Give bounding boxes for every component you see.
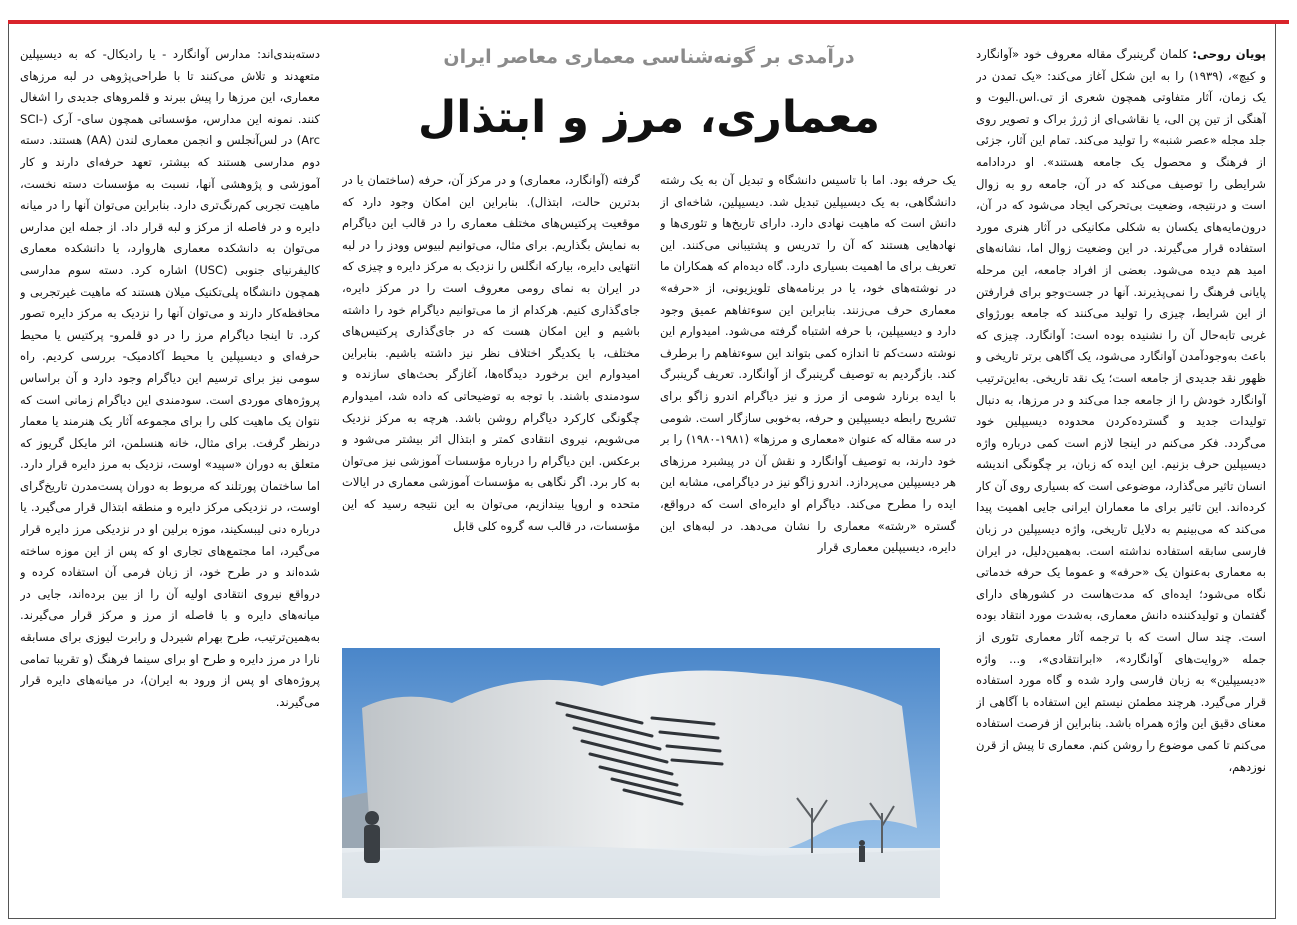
column-3-text: گرفته (آوانگارد، معماری) و در مرکز آن، حرفه (ساختمان یا در بدترین حالت، ابتذال). بنابراین این امکان وجود دارد که موقعیت پرکتیس‌های مختلف معماری را در قالب این دیاگرام به نمایش بگذاریم. برای مثال، می‌توانیم لبیوس وودز را در لبه انتهایی دایره، بیارکه انگلس را نزدیک به مرکز دایره و چیزی که در ایران به نمای رومی معروف است را در مرکز دایره، جای‌گذاری کنیم. هرکدام از ما می‌توانیم دیاگرام خود را داشته باشیم و این امکان هست که در جای‌گذاری پرکتیس‌های مختلف، با یکدیگر اختلاف نظر نیز داشته باشیم. بنابراین امیدوارم این برخورد دیدگاه‌ها، آغازگر بحث‌های سازنده و سودمندی باشند. با توجه به توضیحاتی که داده شد، امیدوارم چگونگی کارکرد دیاگرام روشن باشد. هرچه به مرکز نزدیک می‌شویم، نیروی انتقادی کمتر و ابتذال اثر بیشتر می‌شود و برعکس. این دیاگرام را درباره مؤسسات آموزشی نیز می‌توان به کار برد. اگر نگاهی به مؤسسات آموزشی معماری در ایالات متحده و اروپا بیندازیم، می‌توان به این نتیجه رسید که این مؤسسات، در قالب سه گروه کلی قابل bbox=[342, 173, 640, 533]
column-1-text: کلمان گرینبرگ مقاله معروف خود «آوانگارد و کیچ»، (۱۹۳۹) را به این شکل آغاز می‌کند: «یک تمدن در یک زمان، آثار متفاوتی همچون شعری از تی.اس.الیوت و آهنگی از تین پن الی، یا نقاشی‌ای از ژرژ براک و تصویر روی جلد مجله «عصر شنبه» را تولید می‌کند. تمام این آثار، جزئی از فرهنگ و محصول یک جامعه هستند». او دردادامه شرایطی را توصیف می‌کند که در آن، جامعه رو به زوال است و درنتیجه، وضعیت بی‌تحرکی ایجاد می‌شود که در آن، درون‌مایه‌های یکسان به شکلی مکانیکی در آثار هنری مورد استفاده قرار می‌گیرند. در این وضعیت زوال اما، نشانه‌های امید هم دیده می‌شود. بعضی از افراد جامعه، این مرحله پایانی فرهنگ را نمی‌پذیرند. آنها در جست‌وجو برای فرارفتن از این شرایط، چیزی را تولید می‌کنند که جامعه بورژوای غربی تابه‌حال آن را نشنیده بوده است: آوانگارد. چیزی که باعث به‌وجودآمدن آوانگارد می‌شود، یک آگاهی برتر تاریخی و ظهور نقد جدیدی از جامعه است؛ یک نقد تاریخی. به‌این‌ترتیب آوانگارد خودش را از جامعه جدا می‌کند و در مرزها، به دنبال تولیدات جدید و گسترده‌کردن محدوده دیسیپلین خود می‌گردد. فکر می‌کنم در اینجا لازم است کمی درباره واژه دیسیپلین حرف بزنیم. این ایده که زبان، بر چگونگی اندیشه انسان تاثیر می‌گذارد، موضوعی است که بسیاری روی آن کار کرده‌اند. این تاثیر برای ما معماران ایرانی جایی اهمیت پیدا می‌کند که می‌بینیم به دلایل تاریخی، واژه دیسیپلین در زبان فارسی سابقه استفاده نداشته است. به‌همین‌دلیل، در ایران به معماری به‌عنوان یک «حرفه» و عموما یک حرفه خدماتی نگاه می‌شود؛ ایده‌ای که مدت‌هاست در کشورهای دارای گفتمان و تولیدکننده دانش معماری، به‌شدت مورد انتقاد بوده است. چند سال است که با ترجمه آثار معماری تئوری از جمله «روایت‌های آوانگارد»، «ابرانتقادی»، و... واژه «دیسیپلین» به زبان فارسی وارد شده و گاه مورد استفاده قرار می‌گیرد. هرچند مطمئن نیستم این استفاده با آگاهی از معنای دقیق این واژه همراه باشد. بنابراین از فرصت استفاده می‌کنم تا کمی موضوع را روشن کنم. معماری تا پیش از قرن نوزدهم، bbox=[976, 47, 1266, 774]
article-kicker: درآمدی بر گونه‌شناسی معماری معاصر ایران bbox=[443, 46, 855, 68]
article-column-4 bbox=[20, 44, 320, 874]
article-column-3 bbox=[342, 170, 640, 640]
column-4-text: دسته‌بندی‌اند: مدارس آوانگارد - یا رادیکال- که به دیسیپلین متعهدند و تلاش می‌کنند تا با طراحی‌پژوهی در لبه مرزهای معماری، این مرزها را پیش ببرند و قلمروهای جدیدی را اشغال کنند. نمونه این مدارس، مؤسساتی همچون سای- آرک (SCI-Arc) در لس‌آنجلس و انجمن معماری لندن (AA) هستند. دسته دوم مدارسی هستند که بیشتر، تعهد حرفه‌ای دارند و کار آموزشی و پژوهشی آنها، نسبت به مؤسسات دسته نخست، ماهیت تجربی کم‌رنگ‌تری دارد. بنابراین می‌توان آنها را در میانه دایره و در فاصله از مرکز و لبه قرار داد. از جمله این مدارس می‌توان به دانشکده معماری هاروارد، یا دانشکده معماری کالیفرنیای جنوبی (USC) اشاره کرد. دسته سوم مدارسی همچون دانشگاه پلی‌تکنیک میلان هستند که ماهیت غیرتجربی و محافظه‌کار دارند و می‌توان آنها را نزدیک به مرکز دایره تصور کرد. تا اینجا دیاگرام مرز را در دو قلمرو- پرکتیس یا محیط حرفه‌ای و دیسیپلین یا محیط آکادمیک- بررسی کردیم. راه سومی نیز برای ترسیم این دیاگرام وجود دارد و آن براساس پروژه‌های موردی است. سودمندی این دیاگرام زمانی است که نتوان یک ماهیت کلی را برای مجموعه آثار یک هنرمند یا معمار درنظر گرفت. برای مثال، خانه هنسلمن، اثر مایکل گریوز که متعلق به دوران «سپید» اوست، نزدیک به مرز دایره قرار دارد. اما ساختمان پورتلند که مربوط به دوران پست‌مدرن تاریخ‌گرای اوست، در نزدیکی مرکز دایره و منطقه ابتذال قرار می‌گیرد. یا درباره دنی لیبسکیند، موزه برلین او در نزدیکی مرز دایره قرار می‌گیرد، اما مجتمع‌های تجاری او که پس از این موزه ساخته شده‌اند و در طرح خود، از زبان فرمی آن استفاده کرده و درواقع نیروی انتقادی اولیه آن را از بین برده‌اند، جایی در میانه‌های دایره و با فاصله از مرز و مرکز قرار می‌گیرند. به‌همین‌ترتیب، طرح بهرام شیردل و رابرت لیوزی برای مسابقه نارا در مرز دایره و طرح او برای سینما فرهنگ (و تقریبا تمامی پروژه‌های او پس از ورود به ایران)، در میانه‌های دایره قرار می‌گیرند. bbox=[20, 47, 320, 709]
article-column-2 bbox=[660, 170, 956, 640]
article-column-1 bbox=[976, 44, 1266, 902]
building-photo bbox=[342, 648, 940, 898]
article-title: معماری، مرز و ابتذال bbox=[418, 92, 880, 143]
author-name: پویان روحی: bbox=[1192, 47, 1266, 61]
column-2-text: یک حرفه بود. اما با تاسیس دانشگاه و تبدیل آن به یک رشته دانشگاهی، به یک دیسیپلین تبدیل شد. دیسیپلین، شاخه‌ای از دانش است که ماهیت نهادی دارد. دارای تاریخ‌ها و تئوری‌ها و نهادهایی هستند که آن را تدریس و پشتیبانی می‌کنند. این تعریف برای ما اهمیت بسیاری دارد. گاه دیده‌ام که همکاران ما در نوشته‌های خود، یا در برنامه‌های تلویزیونی، از «حرفه» معماری حرف می‌زنند. بنابراین این سوءتفاهم عمیق وجود دارد و دیسیپلین، با حرفه اشتباه گرفته می‌شود. امیدوارم این نوشته دست‌کم تا اندازه کمی بتواند این سوءتفاهم را برطرف کند. بازگردیم به توصیف گرینبرگ از آوانگارد. تعریف گرینبرگ با ایده برنارد شومی از مرز و نیز دیاگرام اندرو زاگو برای تشریح رابطه دیسیپلین و حرفه، به‌خوبی سازگار است. شومی در سه مقاله که عنوان «معماری و مرزها» (۱۹۸۱-۱۹۸۰) را بر خود دارند، به توصیف آوانگارد و نقش آن در پیشبرد مرزهای هر دیسیپلین می‌پردازد. اندرو زاگو نیز در دیاگرامی، مشابه این ایده را مطرح می‌کند. دیاگرام او دایره‌ای است که درواقع، گستره «رشته» معماری را نشان می‌دهد. در لبه‌های این دایره، دیسیپلین معماری قرار bbox=[660, 173, 956, 555]
